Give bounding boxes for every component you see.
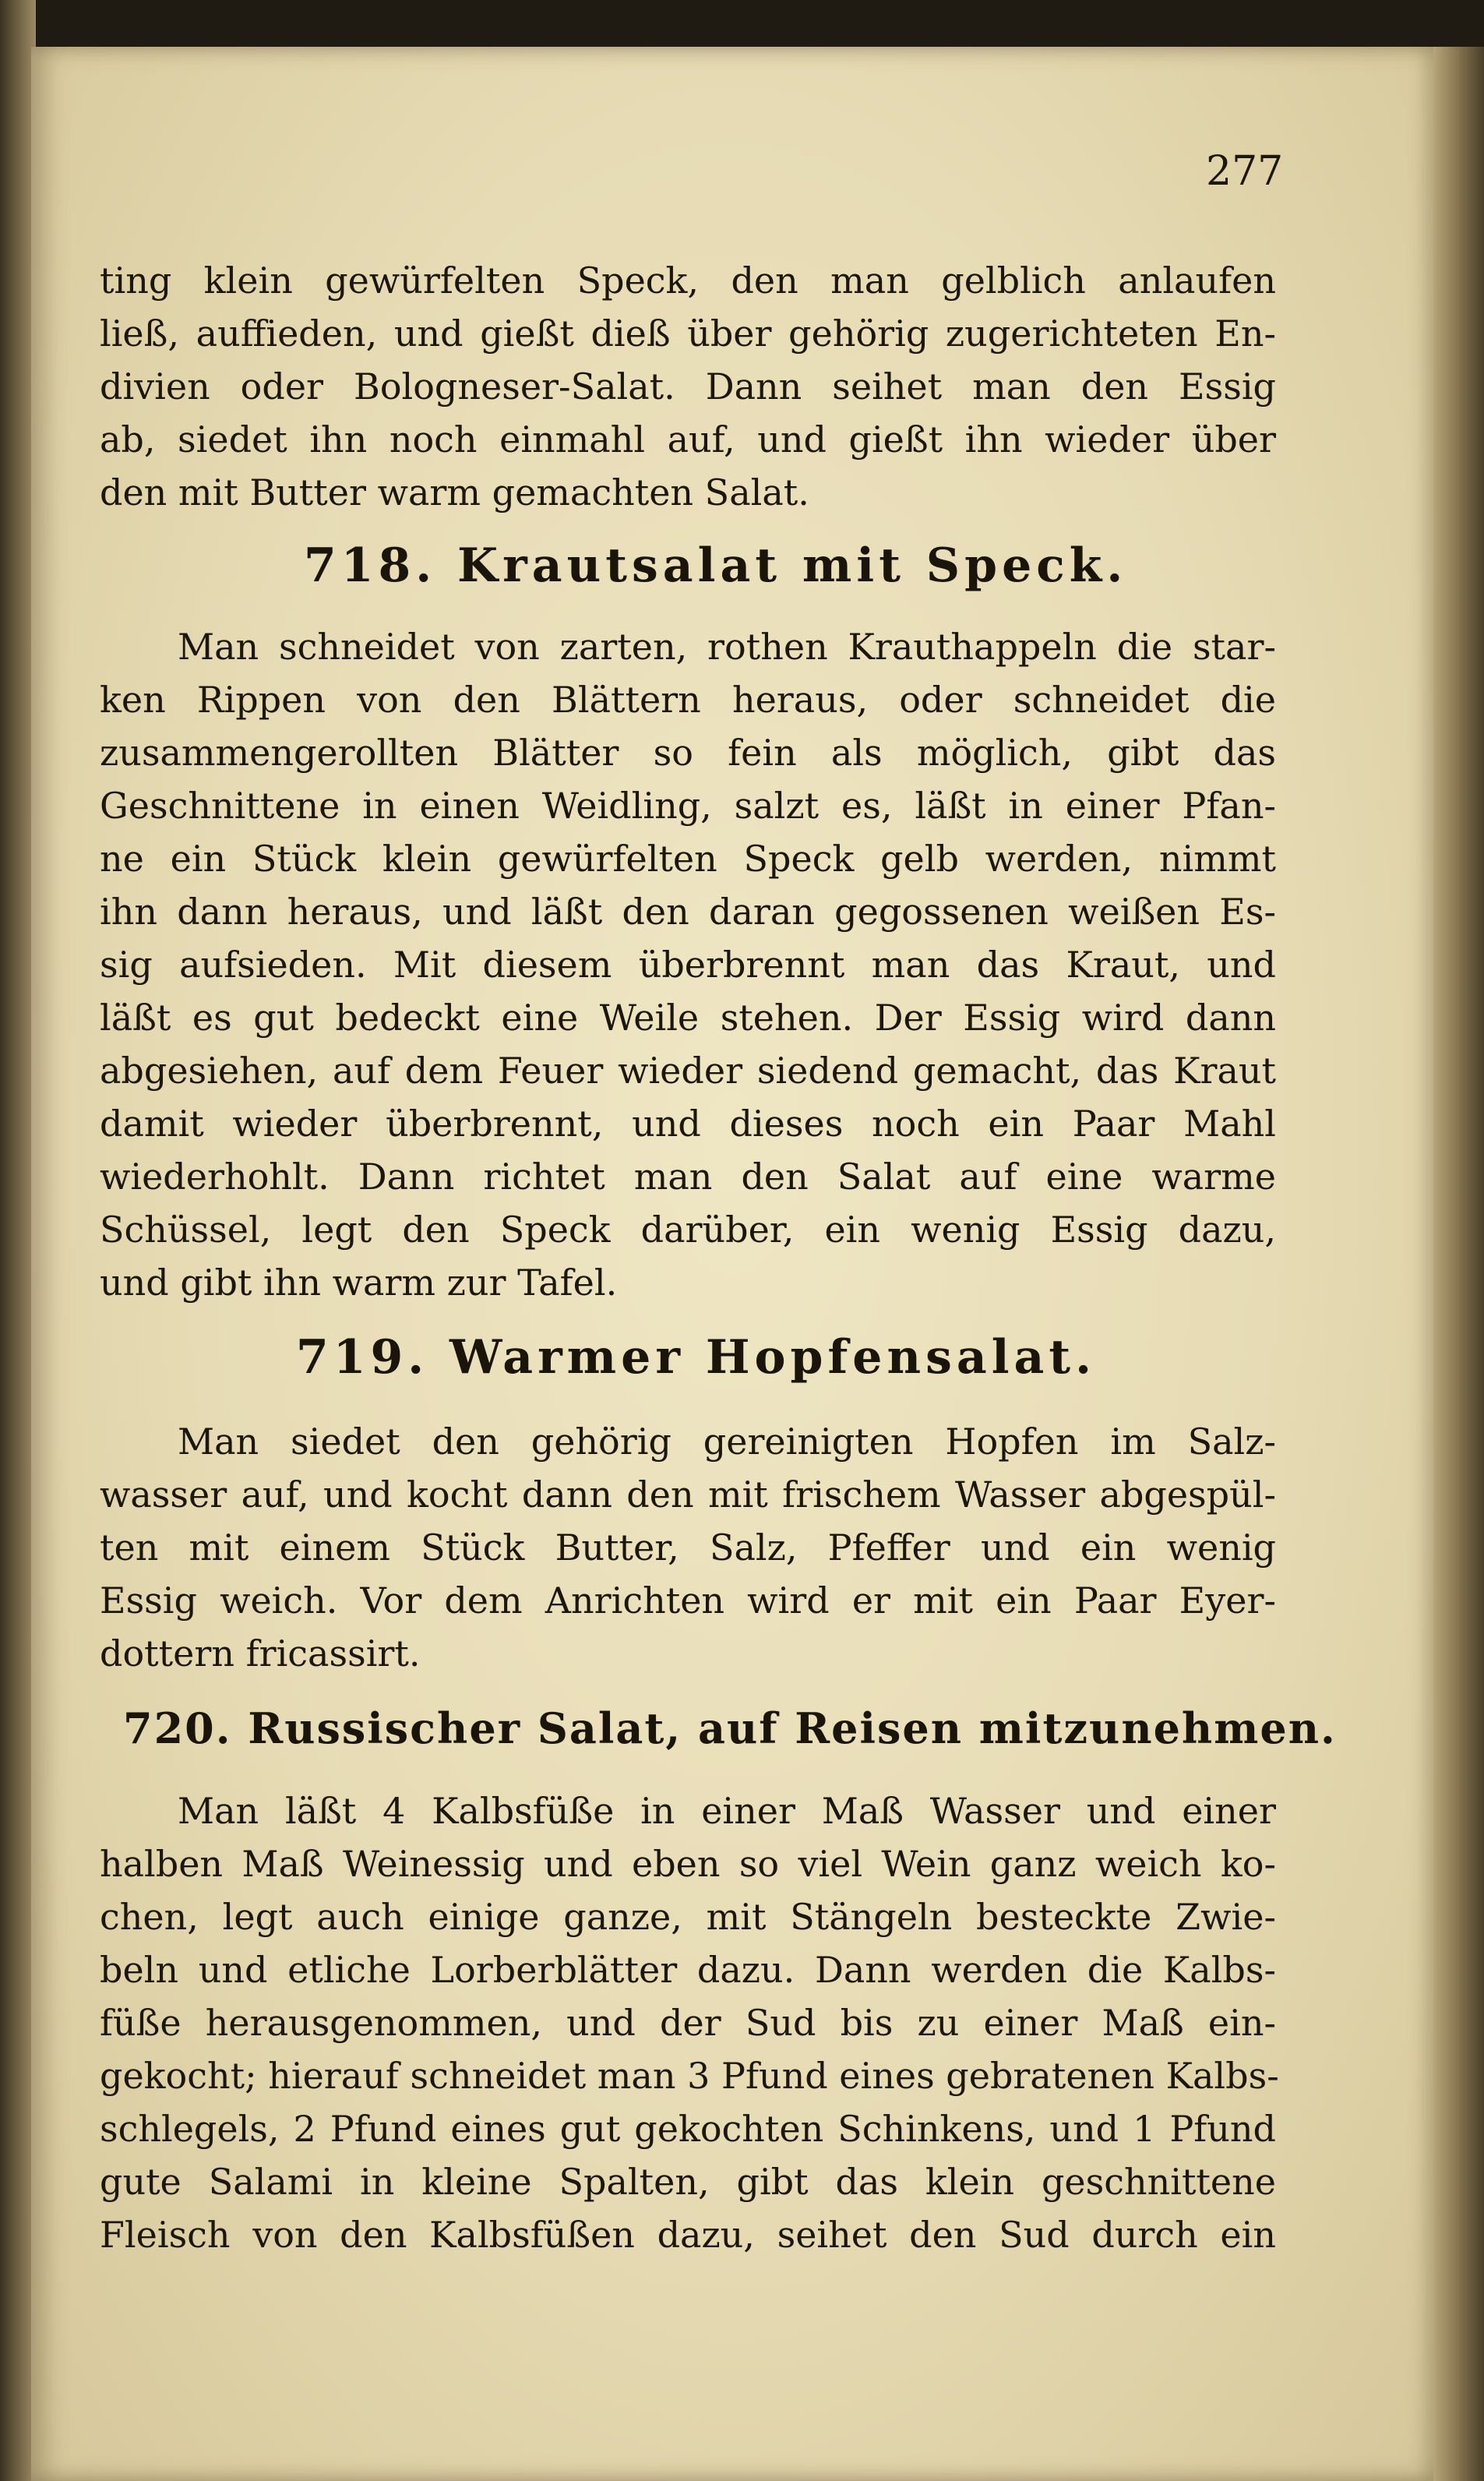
- text-line: ließ, auffieden, und gießt dieß über gehörig zugerichteten En-: [100, 312, 1276, 355]
- text-line: ab, siedet ihn noch einmahl auf, und gießt ihn wieder über: [100, 418, 1276, 461]
- text-line: abgesiehen, auf dem Feuer wieder siedend gemacht, das Kraut: [100, 1050, 1276, 1092]
- text-line: ting klein gewürfelten Speck, den man gelblich anlaufen: [100, 259, 1276, 302]
- text-line: und gibt ihn warm zur Tafel.: [100, 1262, 618, 1304]
- text-line: chen, legt auch einige ganze, mit Stängeln besteckte Zwie-: [100, 1896, 1276, 1938]
- text-line: Fleisch von den Kalbsfüßen dazu, seihet den Sud durch ein: [100, 2214, 1276, 2256]
- text-line: den mit Butter warm gemachten Salat.: [100, 471, 809, 513]
- text-line: wasser auf, und kocht dann den mit frischem Wasser abgespül-: [100, 1473, 1276, 1516]
- text-line: läßt es gut bedeckt eine Weile stehen. Der Essig wird dann: [100, 997, 1276, 1039]
- text-line: füße herausgenommen, und der Sud bis zu einer Maß ein-: [100, 2002, 1276, 2044]
- text-line: Schüssel, legt den Speck darüber, ein wenig Essig dazu,: [100, 1209, 1276, 1251]
- text-line: gekocht; hierauf schneidet man 3 Pfund eines gebratenen Kalbs-: [100, 2055, 1279, 2097]
- text-line: Man siedet den gehörig gereinigten Hopfen im Salz-: [178, 1420, 1276, 1463]
- text-line: beln und etliche Lorberblätter dazu. Dann werden die Kalbs-: [100, 1949, 1276, 1991]
- recipe-heading-720: 720. Russischer Salat, auf Reisen mitzunehmen.: [123, 1703, 1337, 1753]
- text-line: ten mit einem Stück Butter, Salz, Pfeffer und ein wenig: [100, 1526, 1276, 1569]
- text-line: Man läßt 4 Kalbsfüße in einer Maß Wasser und einer: [178, 1790, 1276, 1832]
- text-line: halben Maß Weinessig und eben so viel Wein ganz weich ko-: [100, 1843, 1276, 1885]
- recipe-heading-718: 718. Krautsalat mit Speck.: [304, 538, 1128, 593]
- text-line: Geschnittene in einen Weidling, salzt es, läßt in einer Pfan-: [100, 785, 1276, 827]
- text-line: ihn dann heraus, und läßt den daran gegossenen weißen Es-: [100, 891, 1276, 933]
- text-line: ken Rippen von den Blättern heraus, oder schneidet die: [100, 679, 1276, 721]
- page-number: 277: [1206, 148, 1284, 195]
- text-line: schlegels, 2 Pfund eines gut gekochten Schinkens, und 1 Pfund: [100, 2108, 1276, 2150]
- page-edge: [1433, 47, 1484, 2481]
- text-line: divien oder Bologneser-Salat. Dann seihet man den Essig: [100, 365, 1276, 408]
- text-line: zusammengerollten Blätter so fein als möglich, gibt das: [100, 732, 1276, 774]
- text-line: damit wieder überbrennt, und dieses noch ein Paar Mahl: [100, 1103, 1276, 1145]
- text-line: sig aufsieden. Mit diesem überbrennt man das Kraut, und: [100, 944, 1276, 986]
- text-line: Man schneidet von zarten, rothen Krauthappeln die star-: [178, 626, 1276, 668]
- text-line: Essig weich. Vor dem Anrichten wird er mit ein Paar Eyer-: [100, 1579, 1276, 1622]
- text-line: ne ein Stück klein gewürfelten Speck gelb werden, nimmt: [100, 838, 1276, 880]
- text-line: gute Salami in kleine Spalten, gibt das klein geschnittene: [100, 2161, 1276, 2203]
- text-line: wiederhohlt. Dann richtet man den Salat auf eine warme: [100, 1156, 1276, 1198]
- text-line: dottern fricassirt.: [100, 1632, 421, 1675]
- recipe-heading-719: 719. Warmer Hopfensalat.: [296, 1330, 1097, 1385]
